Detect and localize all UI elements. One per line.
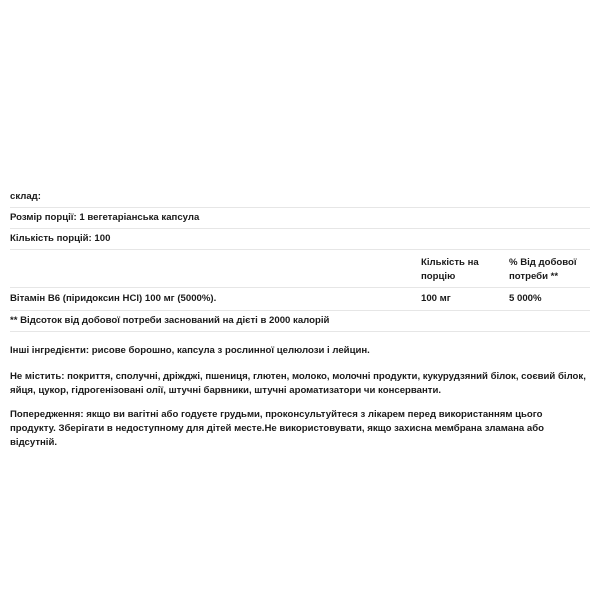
serving-size-row [10, 208, 590, 229]
servings-row [10, 229, 590, 250]
free-of-section [10, 370, 590, 398]
facts-title-row [10, 187, 590, 208]
warning-label: Попередження: [10, 408, 84, 420]
daily-value-footnote: ** Відсоток від добової потреби заснований на дієті в 2000 калорій [10, 315, 330, 327]
serving-size-value: 1 вегетаріанська капсула [79, 212, 200, 224]
other-ingredients-text: рисове борошно, капсула з рослинної целюлози і лейцин. [91, 345, 370, 356]
free-of-label: Не містить: [10, 370, 65, 382]
other-ingredients-section [10, 344, 590, 358]
servings-label: Кількість порцій: [10, 233, 92, 245]
other-ingredients-label: Інші інгредієнти: [10, 345, 90, 356]
nutrient-daily-value: 5 000% [509, 293, 542, 305]
nutrient-row [10, 288, 590, 311]
amount-per-serving-header: Кількість на порцію [421, 257, 479, 282]
warning-section [10, 408, 590, 450]
warning-text: якщо ви вагітні або годуєте грудьми, проконсультуйтеся з лікарем перед використанням цього продукту. Зберігати в недоступному для дітей месте.Не використовувати, якщо захисна мембрана зламана або відсутній. [10, 408, 544, 448]
nutrient-name: Вітамін B6 (піридоксин HCl) 100 мг (5000%). [10, 293, 217, 305]
nutrient-table-header [10, 250, 590, 288]
daily-value-header: % Від добової потреби ** [509, 257, 577, 282]
nutrient-amount: 100 мг [421, 293, 451, 305]
supplement-facts-document [10, 187, 590, 449]
facts-title: склад: [10, 191, 41, 203]
serving-size-label: Розмір порції: [10, 212, 77, 224]
servings-value: 100 [94, 233, 111, 245]
daily-value-footnote-row [10, 311, 590, 332]
free-of-text: покриття, сполучні, дріжджі, пшениця, глютен, молоко, молочні продукти, кукурудзяний білок, соєвий білок, яйця, цукор, гідрогенізовані олії, штучні барвники, штучні ароматизатори чи консерванти. [10, 370, 586, 396]
